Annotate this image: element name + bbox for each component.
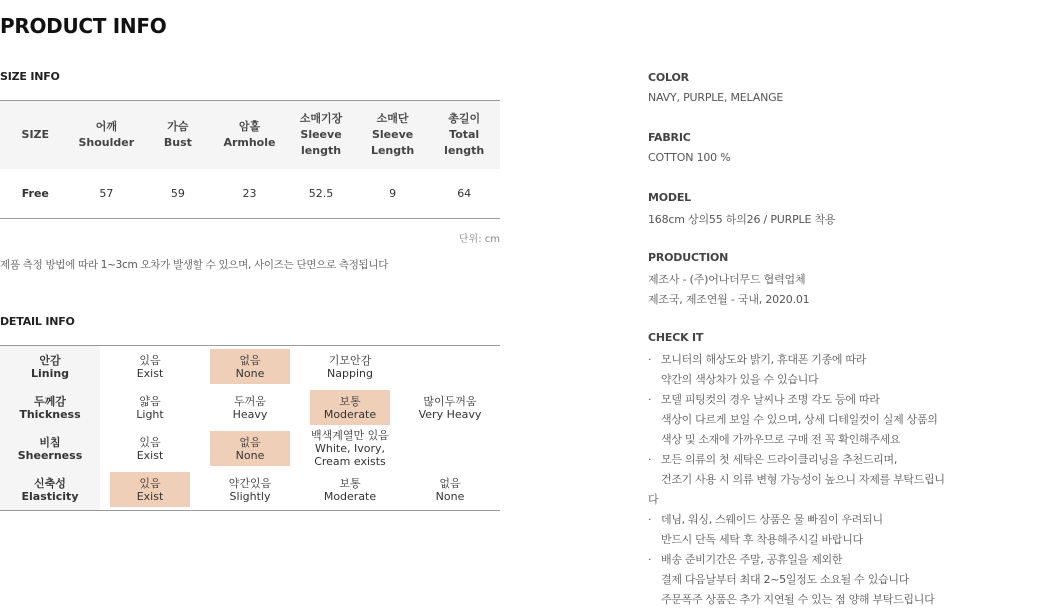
text-label: Total length — [444, 127, 485, 157]
text-label: 모든 의류의 첫 세탁은 드라이클리닝을 추천드리며, — [661, 453, 898, 466]
text-label: Exist — [136, 489, 164, 503]
sleeve-hem-column-header — [357, 101, 429, 169]
text-label: 없음 — [239, 353, 261, 367]
text-label: 얇음 — [139, 394, 161, 408]
thickness-option-very-heavy — [410, 390, 490, 425]
check-line — [648, 591, 934, 607]
text-label: None — [435, 489, 465, 503]
text-label: 결제 다음날부터 최대 2~5일정도 소요될 수 있습니다 — [661, 573, 910, 586]
text-label: · — [648, 513, 652, 526]
model-label: MODEL — [648, 191, 691, 204]
check-line — [648, 451, 897, 467]
text-label: 암홀 — [238, 119, 261, 133]
thickness-option-heavy — [210, 390, 290, 425]
bust-cell: 59 — [170, 186, 185, 200]
detail-table — [0, 345, 500, 511]
text-label: None — [235, 448, 265, 462]
text-label: · — [648, 553, 652, 566]
text-label: Lining — [30, 366, 70, 380]
text-label: 소매단 — [376, 111, 409, 125]
text-label: 색상이 다르게 보일 수 있으며, 상세 디테일컷이 실제 상품의 — [661, 413, 938, 426]
text-label: 약간있음 — [228, 476, 272, 490]
page-title: PRODUCT INFO — [0, 14, 167, 38]
text-label: 총길이 — [448, 111, 481, 125]
shoulder-column-header — [71, 101, 143, 169]
fabric-label: FABRIC — [648, 131, 691, 144]
text-label: 반드시 단독 세탁 후 착용해주시길 바랍니다 — [661, 533, 863, 546]
text-label: Moderate — [323, 407, 377, 421]
fabric-value: COTTON 100 % — [648, 151, 731, 164]
text-label: Light — [136, 407, 164, 421]
production-label: PRODUCTION — [648, 251, 729, 264]
text-label: Slightly — [229, 489, 271, 503]
text-label: 많이두꺼움 — [423, 394, 477, 408]
lining-option-exist — [110, 349, 190, 384]
check-line — [648, 571, 909, 587]
text-label: Thickness — [19, 407, 81, 421]
text-label: 색상 및 소재에 가까우므로 구매 전 꼭 확인해주세요 — [661, 433, 901, 446]
text-label: 있음 — [139, 476, 161, 490]
check-line — [648, 351, 866, 367]
text-label: Very Heavy — [418, 407, 482, 421]
size-column-header — [0, 101, 71, 169]
elasticity-option-moderate — [310, 472, 390, 507]
text-label: 어깨 — [95, 119, 117, 133]
text-label: 보통 — [339, 476, 361, 490]
text-label: 없음 — [439, 476, 461, 490]
text-label: 주문폭주 상품은 추가 지연될 수 있는 점 양해 부탁드립니다 — [661, 593, 935, 606]
measurement-note: 제품 측정 방법에 따라 1~3cm 오차가 발생할 수 있으며, 사이즈는 단면으로 측정됩니다 — [0, 259, 389, 271]
text-label: Elasticity — [21, 489, 79, 503]
text-label: 없음 — [239, 435, 261, 449]
text-label: 배송 준비기간은 주말, 공휴일을 제외한 — [661, 553, 843, 566]
text-label: 백색계열만 있음 — [311, 429, 389, 442]
sleeve-hem-cell: 9 — [389, 186, 397, 200]
text-label: 소매기장 — [299, 111, 343, 125]
size-table — [0, 100, 500, 219]
sleeve-length-column-header — [285, 101, 357, 169]
text-label: · — [648, 353, 652, 366]
size-info-heading: SIZE INFO — [0, 70, 60, 83]
armhole-cell: 23 — [242, 186, 257, 200]
total-length-cell: 64 — [457, 186, 472, 200]
production-manufacturer: 제조사 - (주)어나더무드 협력업체 — [648, 273, 806, 286]
text-label: 가슴 — [167, 119, 189, 133]
size-cell: Free — [21, 186, 49, 200]
text-label: Exist — [136, 448, 164, 462]
color-label: COLOR — [648, 71, 689, 84]
detail-row-sheerness — [0, 428, 500, 469]
text-label: 건조기 사용 시 의류 변형 가능성이 높으니 자제를 부탁드립니 — [661, 473, 945, 486]
detail-label-lining — [0, 346, 100, 387]
text-label: SIZE — [21, 127, 50, 141]
lining-option-napping — [310, 349, 390, 384]
text-label: Moderate — [323, 489, 377, 503]
detail-row-lining — [0, 346, 500, 387]
check-line — [648, 391, 880, 407]
check-line — [648, 531, 863, 547]
text-label: Heavy — [232, 407, 268, 421]
text-label: 안감 — [39, 353, 61, 367]
text-label: Bust — [163, 135, 192, 149]
text-label: 두께감 — [34, 394, 66, 408]
detail-info-heading: DETAIL INFO — [0, 315, 75, 328]
detail-row-elasticity — [0, 469, 500, 510]
check-line — [648, 371, 818, 387]
text-label: · — [648, 393, 652, 406]
text-label: 보통 — [339, 394, 361, 408]
sheerness-option-white-only — [300, 431, 400, 466]
shoulder-cell: 57 — [99, 186, 114, 200]
detail-label-sheerness — [0, 428, 100, 469]
text-label: 신축성 — [34, 476, 66, 490]
text-label: Napping — [327, 366, 373, 380]
text-label: 있음 — [139, 435, 161, 449]
detail-row-thickness — [0, 387, 500, 428]
text-label: 모니터의 해상도와 밝기, 휴대폰 기종에 따라 — [661, 353, 867, 366]
text-label: 기모안감 — [328, 353, 372, 367]
lining-option-none-selected — [210, 349, 290, 384]
thickness-option-light — [110, 390, 190, 425]
sleeve-length-cell: 52.5 — [308, 186, 334, 200]
total-length-column-header — [428, 101, 500, 169]
text-label: None — [235, 366, 265, 380]
text-label: Armhole — [223, 135, 276, 149]
text-label: Shoulder — [78, 135, 135, 149]
check-line — [648, 511, 883, 527]
text-label: Sleeve length — [300, 127, 342, 157]
detail-label-thickness — [0, 387, 100, 428]
text-label: White, Ivory, Cream exists — [314, 442, 386, 468]
text-label: · — [648, 453, 652, 466]
check-line — [648, 551, 842, 567]
text-label: Sheerness — [17, 448, 83, 462]
check-line — [648, 411, 938, 427]
text-label: 모델 피팅컷의 경우 날씨나 조명 각도 등에 따라 — [661, 393, 880, 406]
text-label: Sleeve Length — [370, 127, 415, 157]
check-line — [648, 431, 900, 447]
check-it-label: CHECK IT — [648, 331, 704, 344]
armhole-column-header — [214, 101, 286, 169]
text-label: 약간의 색상차가 있을 수 있습니다 — [661, 373, 819, 386]
text-label: 데님, 워싱, 스웨이드 상품은 물 빠짐이 우려되니 — [661, 513, 883, 526]
elasticity-option-slightly — [210, 472, 290, 507]
elasticity-option-exist-selected — [110, 472, 190, 507]
color-value: NAVY, PURPLE, MELANGE — [648, 91, 784, 104]
check-line — [648, 491, 658, 507]
model-value: 168cm 상의55 하의26 / PURPLE 착용 — [648, 213, 836, 226]
check-line — [648, 471, 945, 487]
elasticity-option-none — [410, 472, 490, 507]
sheerness-option-exist — [110, 431, 190, 466]
unit-label: 단위: cm — [458, 234, 500, 245]
table-row — [0, 169, 500, 219]
size-table-header-row — [0, 101, 500, 169]
text-label: Exist — [136, 366, 164, 380]
production-origin-date: 제조국, 제조연월 - 국내, 2020.01 — [648, 293, 810, 306]
text-label: 비침 — [39, 435, 61, 449]
text-label: 다 — [648, 493, 659, 506]
detail-label-elasticity — [0, 469, 100, 510]
text-label: 있음 — [139, 353, 161, 367]
thickness-option-moderate-selected — [310, 390, 390, 425]
sheerness-option-none-selected — [210, 431, 290, 466]
bust-column-header — [142, 101, 214, 169]
text-label: 두꺼움 — [234, 394, 266, 408]
